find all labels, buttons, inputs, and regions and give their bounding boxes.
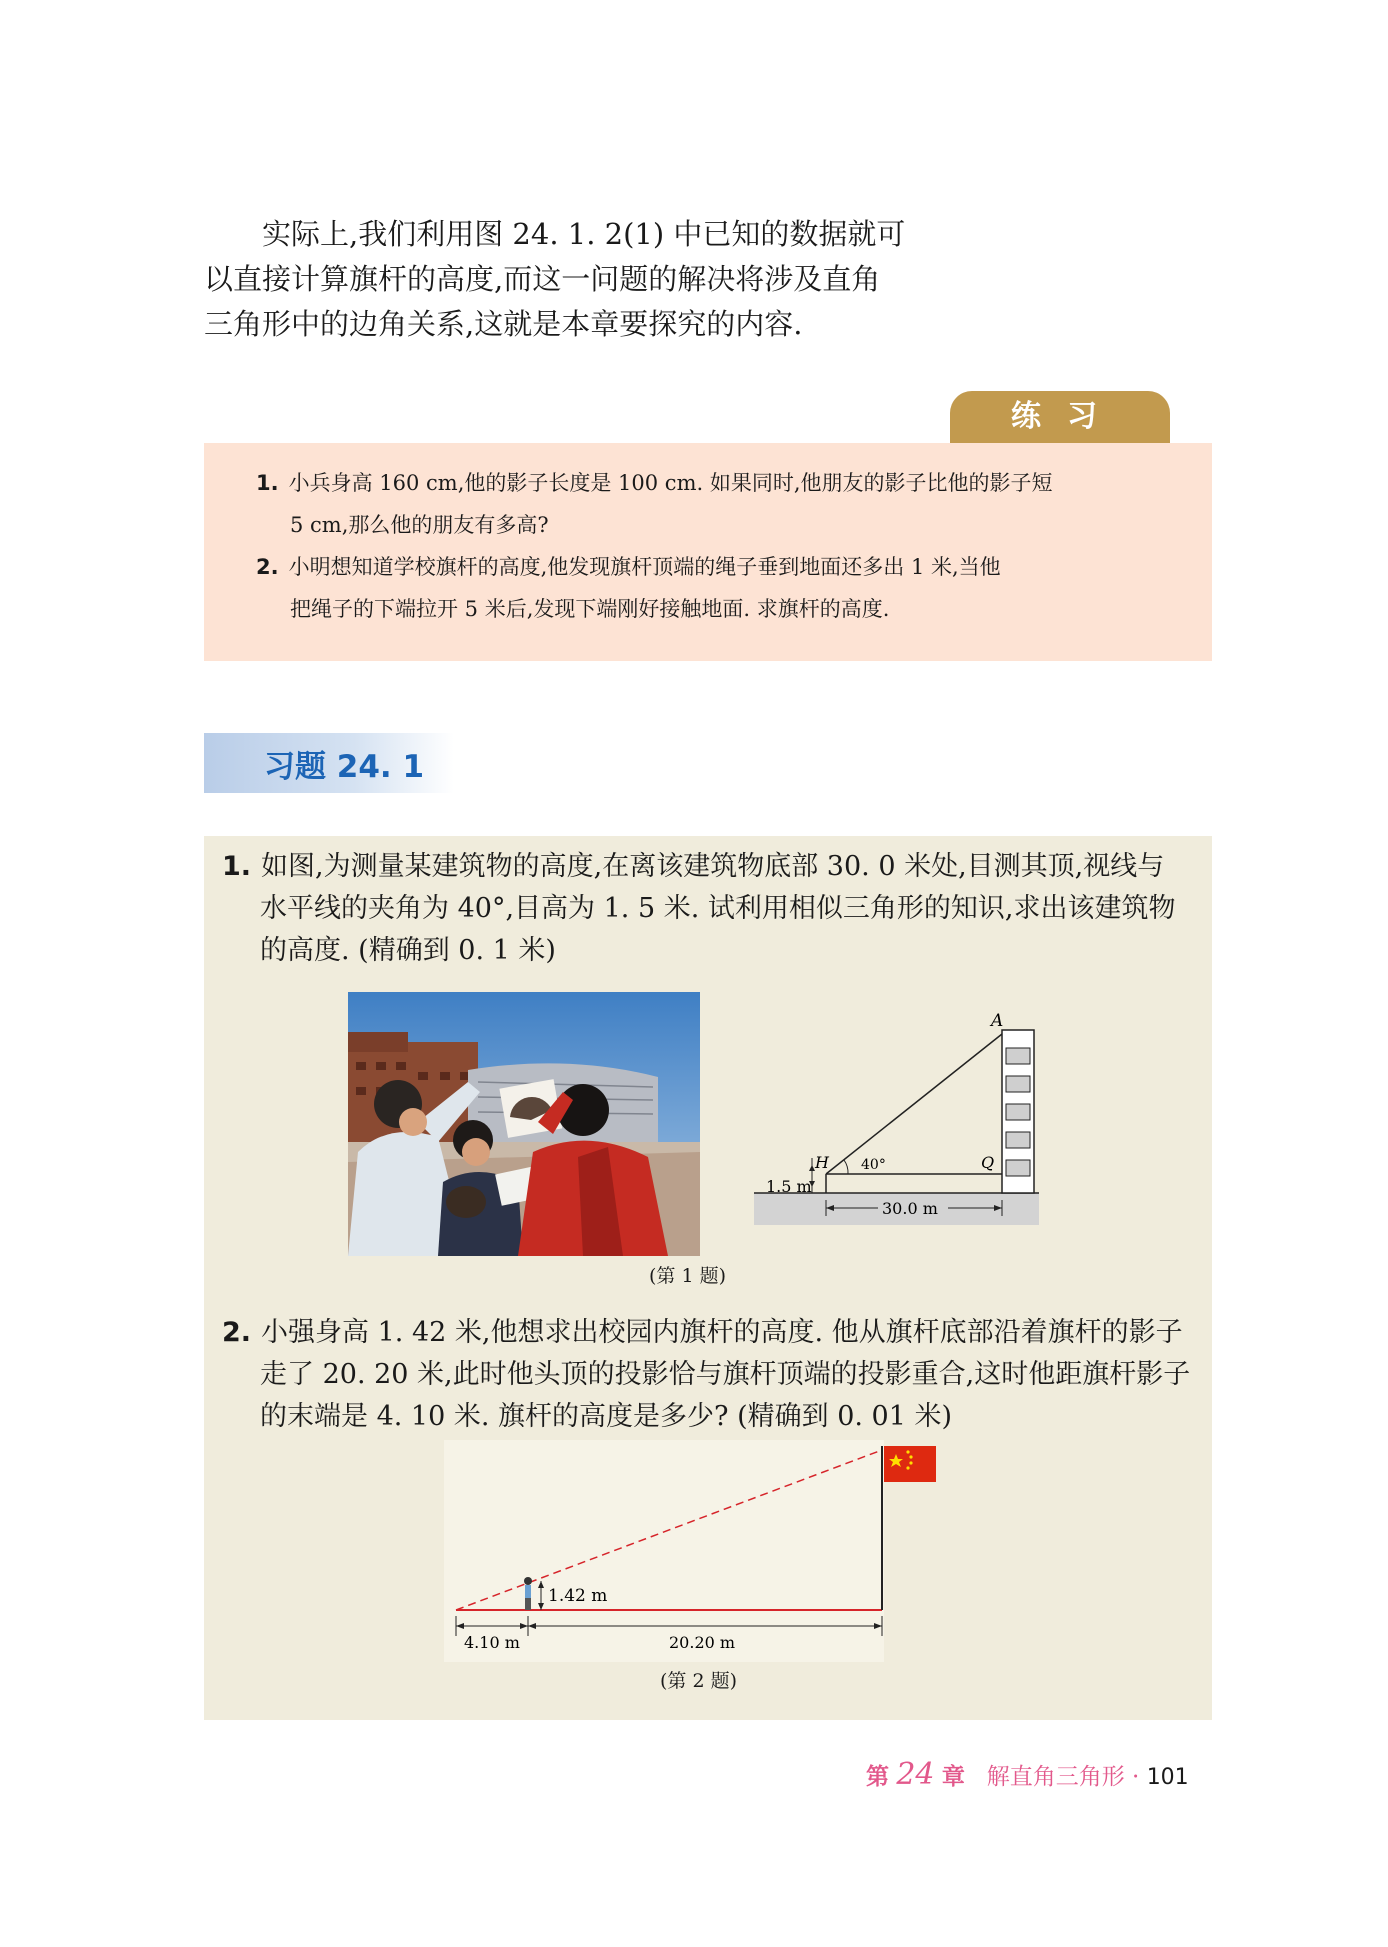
question-number: 1. [256, 471, 279, 495]
practice-question-1 [256, 462, 1176, 546]
exercise-question-2 [222, 1312, 1202, 1438]
question-text: 5 cm,那么他的朋友有多高? [290, 513, 549, 537]
question-text: 水平线的夹角为 40°,目高为 1. 5 米. 试利用相似三角形的知识,求出该建筑物 [260, 893, 1176, 924]
chapter-prefix: 第 [866, 1764, 889, 1790]
eye-height-label: 1.5 m [766, 1177, 812, 1196]
exercise-box [204, 836, 1212, 1720]
intro-line: 三角形中的边角关系,这就是本章要探究的内容. [204, 307, 803, 341]
chapter-number: 24 [896, 1757, 935, 1792]
question-number: 2. [222, 1317, 252, 1348]
question-text: 把绳子的下端拉开 5 米后,发现下端刚好接触地面. 求旗杆的高度. [290, 597, 890, 621]
label-A: A [991, 1011, 1004, 1031]
measurement-photo [348, 992, 700, 1256]
question-text: 如图,为测量某建筑物的高度,在离该建筑物底部 30. 0 米处,目测其顶,视线与 [261, 851, 1165, 882]
label-H: H [815, 1153, 829, 1172]
chapter-suffix: 章 [941, 1764, 965, 1790]
practice-box [204, 443, 1212, 661]
figure-caption: (第 1 题) [649, 1265, 726, 1287]
intro-line: 以直接计算旗杆的高度,而这一问题的解决将涉及直角 [204, 262, 881, 296]
figure-caption: (第 2 题) [660, 1670, 737, 1692]
intro-line: 实际上,我们利用图 24. 1. 2(1) 中已知的数据就可 [262, 217, 906, 251]
flagpole-diagram [444, 1440, 964, 1662]
exercise-heading [204, 733, 454, 793]
height-label: 1.42 m [548, 1586, 608, 1606]
short-distance-label: 4.10 m [464, 1633, 520, 1652]
angle-label: 40° [861, 1157, 886, 1173]
page-number: 101 [1146, 1765, 1189, 1790]
long-distance-label: 20.20 m [669, 1633, 736, 1652]
building-diagram [754, 1008, 1044, 1228]
question-text: 小兵身高 160 cm,他的影子长度是 100 cm. 如果同时,他朋友的影子比他的影子短 [288, 471, 1053, 495]
question-text: 小强身高 1. 42 米,他想求出校园内旗杆的高度. 他从旗杆底部沿着旗杆的影子 [261, 1317, 1183, 1348]
practice-question-2 [256, 546, 1176, 630]
chapter-title: 解直角三角形 · [986, 1764, 1140, 1790]
question-text: 的高度. (精确到 0. 1 米) [260, 935, 556, 966]
label-Q: Q [981, 1153, 995, 1172]
page-footer [866, 1757, 1189, 1792]
question-text: 小明想知道学校旗杆的高度,他发现旗杆顶端的绳子垂到地面还多出 1 米,当他 [288, 555, 1001, 579]
question-text: 走了 20. 20 米,此时他头顶的投影恰与旗杆顶端的投影重合,这时他距旗杆影子 [260, 1359, 1191, 1390]
exercise-question-1 [222, 846, 1202, 972]
practice-title: 练习 [950, 391, 1170, 443]
person-icon [524, 1577, 532, 1610]
exercise-heading-text: 习题 24. 1 [264, 749, 425, 785]
intro-paragraph [204, 212, 944, 347]
question-number: 2. [256, 555, 279, 579]
distance-label: 30.0 m [882, 1199, 938, 1218]
question-text: 的末端是 4. 10 米. 旗杆的高度是多少? (精确到 0. 01 米) [260, 1401, 953, 1432]
question-number: 1. [222, 851, 252, 882]
